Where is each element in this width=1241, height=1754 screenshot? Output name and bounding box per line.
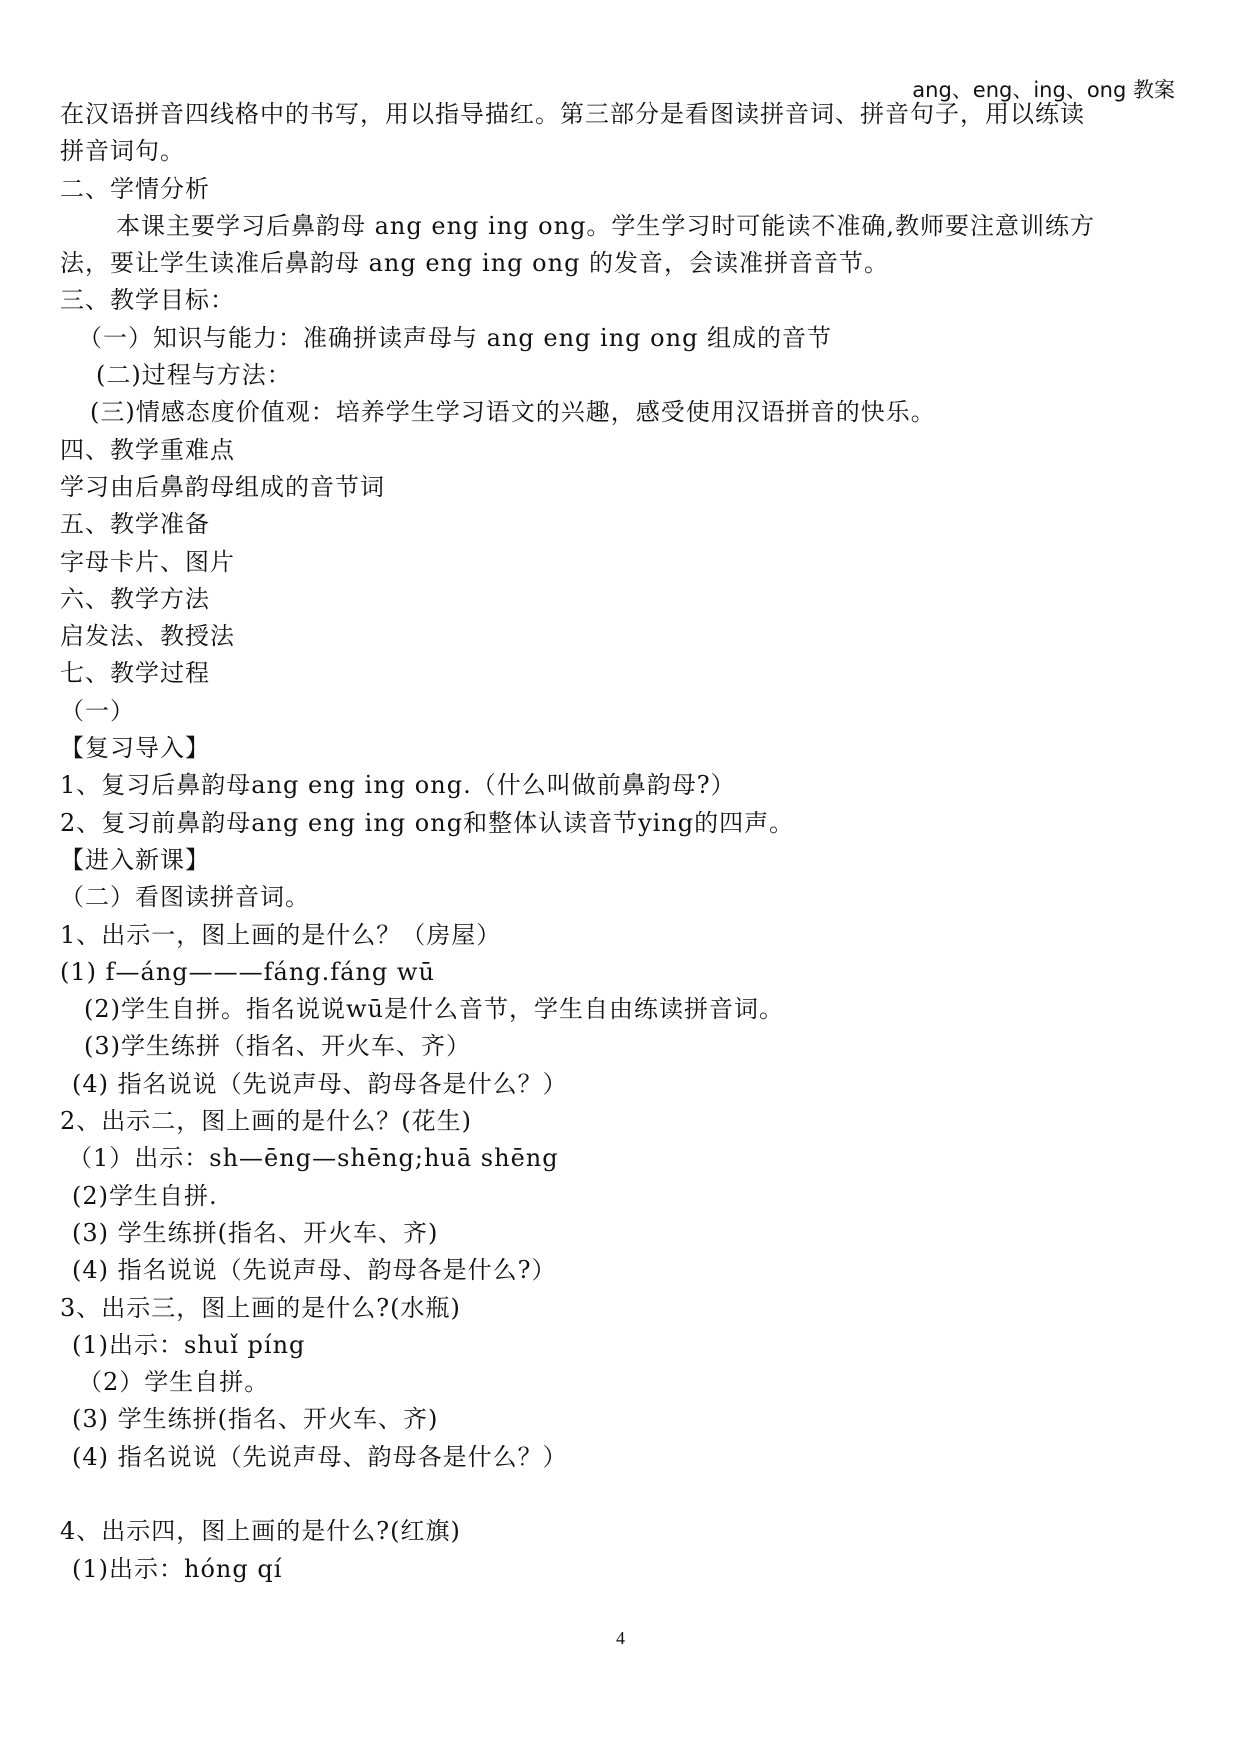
text-line: (1)出示：hóng qí <box>72 1554 283 1583</box>
text-line: 法，要让学生读准后鼻韵母 ang eng ing ong 的发音，会读准拼音音节。 <box>60 249 890 278</box>
text-line: (三)情感态度价值观：培养学生学习语文的兴趣，感受使用汉语拼音的快乐。 <box>90 398 936 427</box>
text-line: 4、出示四，图上画的是什么?(红旗) <box>60 1517 461 1546</box>
text-line: 二、学情分析 <box>60 174 210 203</box>
text-line: (1) f—áng———fáng.fáng wū <box>60 957 435 986</box>
text-line: （一）知识与能力：准确拼读声母与 ang eng ing ong 组成的音节 <box>78 323 833 352</box>
running-header: ang、eng、ing、ong 教案 <box>912 78 1175 102</box>
text-line: (4) 指名说说（先说声母、韵母各是什么？） <box>72 1069 568 1098</box>
text-line: (3)学生练拼（指名、开火车、齐） <box>84 1032 471 1061</box>
text-line: 3、出示三，图上画的是什么?(水瓶) <box>60 1293 461 1322</box>
text-line: （1）出示：sh—ēng—shēng;huā shēng <box>68 1144 559 1173</box>
text-line: 【复习导入】 <box>60 734 210 763</box>
text-line <box>60 1476 1180 1513</box>
text-line: (3) 学生练拼(指名、开火车、齐) <box>72 1405 439 1434</box>
text-line: (4) 指名说说（先说声母、韵母各是什么？） <box>72 1442 568 1471</box>
text-line: (4) 指名说说（先说声母、韵母各是什么?） <box>72 1256 557 1285</box>
text-line: 2、复习前鼻韵母ang eng ing ong和整体认读音节ying的四声。 <box>60 808 795 837</box>
text-line: 拼音词句。 <box>60 137 185 166</box>
text-line: 学习由后鼻韵母组成的音节词 <box>60 472 385 501</box>
document-body <box>60 96 1180 1588</box>
text-line: 七、教学过程 <box>60 659 210 688</box>
text-line: (2)学生自拼。指名说说wū是什么音节，学生自由练读拼音词。 <box>84 995 784 1024</box>
text-line: 2、出示二，图上画的是什么？(花生) <box>60 1107 472 1136</box>
text-line: 四、教学重难点 <box>60 435 235 464</box>
text-line: 本课主要学习后鼻韵母 ang eng ing ong。学生学习时可能读不准确,教师要注意训练方 <box>116 211 1096 240</box>
text-line: 1、出示一，图上画的是什么？（房屋） <box>60 920 502 949</box>
text-line: （二）看图读拼音词。 <box>60 883 310 912</box>
text-line: (二)过程与方法： <box>96 361 292 390</box>
text-line: 启发法、教授法 <box>60 622 235 651</box>
text-line: 【进入新课】 <box>60 845 210 874</box>
text-line: 五、教学准备 <box>60 510 210 539</box>
page-number: 4 <box>616 1628 625 1648</box>
text-line: 1、复习后鼻韵母ang eng ing ong.（什么叫做前鼻韵母?） <box>60 771 736 800</box>
text-line: （一） <box>60 696 135 725</box>
text-line: 字母卡片、图片 <box>60 547 235 576</box>
text-line: (2)学生自拼. <box>72 1181 218 1210</box>
text-line: 六、教学方法 <box>60 584 210 613</box>
text-line: 三、教学目标： <box>60 286 235 315</box>
text-line: (3) 学生练拼(指名、开火车、齐) <box>72 1218 439 1247</box>
text-line: （2）学生自拼。 <box>78 1368 270 1397</box>
text-line: 在汉语拼音四线格中的书写，用以指导描红。第三部分是看图读拼音词、拼音句子，用以练读 <box>60 100 1085 128</box>
text-line: (1)出示：shuǐ píng <box>72 1330 306 1359</box>
